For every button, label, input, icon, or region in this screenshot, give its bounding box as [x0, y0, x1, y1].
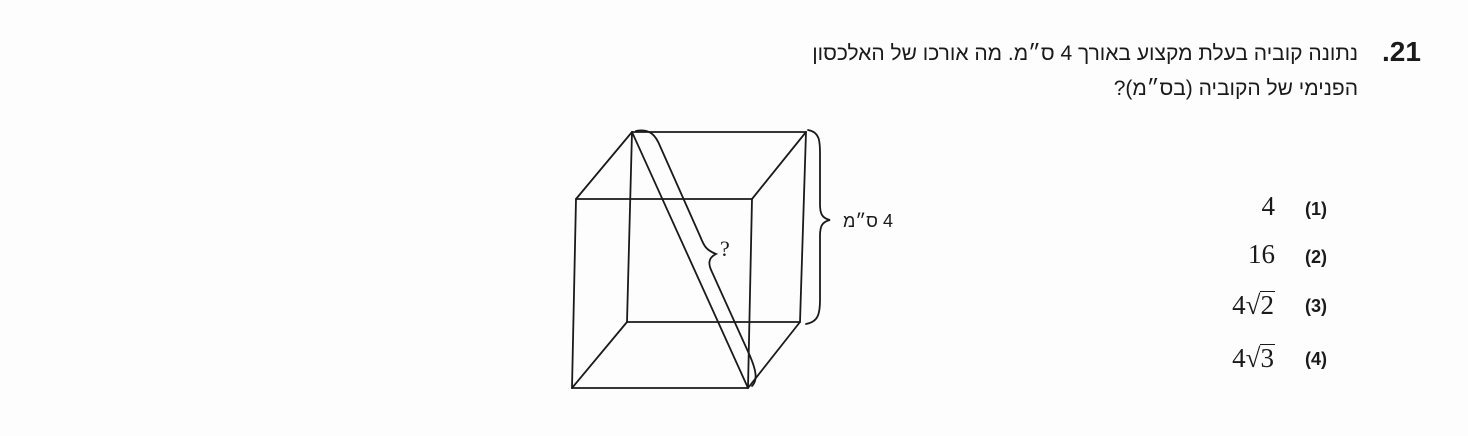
- option-1-value: 4: [1261, 191, 1275, 221]
- question-text-line-2: הפנימי של הקוביה (בס״מ)?: [1113, 77, 1358, 100]
- option-3-value: [1155, 290, 1275, 321]
- option-3-coefficient: 4: [1232, 290, 1246, 320]
- question-number: .21: [1382, 36, 1421, 67]
- option-2-value: 16: [1248, 239, 1275, 269]
- sqrt-symbol: √: [1245, 290, 1261, 320]
- cube-edge: [572, 199, 576, 388]
- option-2-label: (2): [1305, 247, 1327, 267]
- cube-edge: [627, 132, 632, 322]
- option-3-radicand: 2: [1260, 290, 1274, 320]
- cube-edge: [752, 132, 806, 199]
- option-3-label: (3): [1305, 296, 1327, 316]
- option-1-label: (1): [1305, 199, 1327, 219]
- option-4-value: [1155, 343, 1275, 374]
- cube-edge: [572, 322, 627, 388]
- cube-edge: [576, 132, 632, 199]
- cube-internal-diagonal: [632, 132, 748, 388]
- option-4-label: (4): [1305, 349, 1327, 369]
- option-4-radicand: 3: [1260, 343, 1274, 373]
- question-text-line-1: נתונה קוביה בעלת מקצוע באורך 4 ס״מ. מה אורכו של האלכסון: [812, 42, 1358, 65]
- diagonal-question-mark: ?: [720, 236, 730, 261]
- sqrt-symbol: √: [1245, 343, 1261, 373]
- cube-edge: [800, 132, 806, 322]
- edge-length-brace: [806, 130, 830, 324]
- edge-length-label: 4 ס״מ: [842, 211, 893, 231]
- diagonal-brace: [636, 130, 756, 386]
- option-4-coefficient: 4: [1232, 343, 1246, 373]
